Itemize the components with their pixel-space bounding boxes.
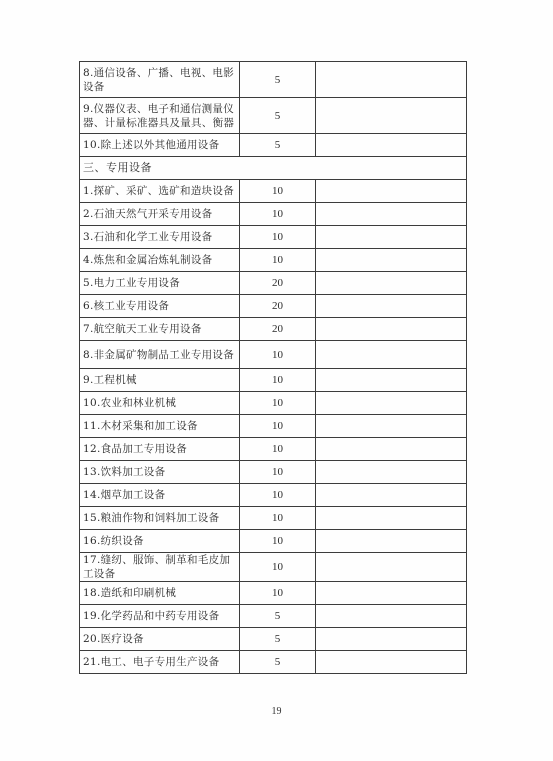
empty-cell (316, 180, 467, 203)
item-name: 13.饮料加工设备 (80, 461, 240, 484)
empty-cell (316, 651, 467, 674)
table-row (80, 438, 467, 461)
item-years: 20 (240, 295, 316, 318)
item-name: 9.工程机械 (80, 369, 240, 392)
empty-cell (316, 605, 467, 628)
table-row (80, 341, 467, 369)
item-years: 10 (240, 249, 316, 272)
empty-cell (316, 415, 467, 438)
empty-cell (316, 249, 467, 272)
page-number: 19 (271, 706, 282, 717)
table-row (80, 226, 467, 249)
item-years: 5 (240, 134, 316, 157)
item-years: 10 (240, 461, 316, 484)
item-name: 6.核工业专用设备 (80, 295, 240, 318)
item-name: 12.食品加工专用设备 (80, 438, 240, 461)
table-row (80, 605, 467, 628)
item-years: 10 (240, 226, 316, 249)
empty-cell (316, 530, 467, 553)
item-years: 10 (240, 341, 316, 369)
empty-cell (316, 318, 467, 341)
table-row (80, 461, 467, 484)
empty-cell (316, 484, 467, 507)
item-name: 15.粮油作物和饲料加工设备 (80, 507, 240, 530)
empty-cell (316, 582, 467, 605)
item-name: 5.电力工业专用设备 (80, 272, 240, 295)
item-years: 20 (240, 318, 316, 341)
empty-cell (316, 62, 467, 98)
item-name: 11.木材采集和加工设备 (80, 415, 240, 438)
item-years: 10 (240, 369, 316, 392)
empty-cell (316, 438, 467, 461)
item-years: 10 (240, 530, 316, 553)
empty-cell (316, 272, 467, 295)
table-row (80, 507, 467, 530)
empty-cell (316, 295, 467, 318)
table-row (80, 484, 467, 507)
item-name: 17.缝纫、服饰、制革和毛皮加工设备 (80, 553, 240, 582)
empty-cell (316, 392, 467, 415)
item-name: 7.航空航天工业专用设备 (80, 318, 240, 341)
item-years: 10 (240, 392, 316, 415)
item-years: 10 (240, 553, 316, 582)
empty-cell (316, 134, 467, 157)
item-name: 21.电工、电子专用生产设备 (80, 651, 240, 674)
table-row (80, 415, 467, 438)
table-row (80, 203, 467, 226)
empty-cell (316, 507, 467, 530)
item-years: 5 (240, 628, 316, 651)
item-years: 20 (240, 272, 316, 295)
item-name: 3.石油和化学工业专用设备 (80, 226, 240, 249)
item-years: 5 (240, 651, 316, 674)
depreciation-table (79, 61, 467, 674)
empty-cell (316, 628, 467, 651)
item-years: 5 (240, 98, 316, 134)
item-name: 16.纺织设备 (80, 530, 240, 553)
item-name: 4.炼焦和金属冶炼轧制设备 (80, 249, 240, 272)
item-name: 8.非金属矿物制品工业专用设备 (80, 341, 240, 369)
table-row (80, 553, 467, 582)
table-row (80, 249, 467, 272)
item-name: 18.造纸和印刷机械 (80, 582, 240, 605)
table-row (80, 628, 467, 651)
table-row (80, 134, 467, 157)
item-years: 10 (240, 203, 316, 226)
empty-cell (316, 553, 467, 582)
item-name: 10.除上述以外其他通用设备 (80, 134, 240, 157)
table-row (80, 651, 467, 674)
item-years: 10 (240, 180, 316, 203)
item-years: 10 (240, 438, 316, 461)
table-row (80, 318, 467, 341)
empty-cell (316, 226, 467, 249)
item-name: 19.化学药品和中药专用设备 (80, 605, 240, 628)
table-row (80, 369, 467, 392)
table-row (80, 180, 467, 203)
item-name: 14.烟草加工设备 (80, 484, 240, 507)
empty-cell (316, 461, 467, 484)
table-row (80, 582, 467, 605)
table-row (80, 98, 467, 134)
item-years: 10 (240, 415, 316, 438)
empty-cell (316, 203, 467, 226)
section-row (80, 157, 467, 180)
item-name: 1.探矿、采矿、选矿和造块设备 (80, 180, 240, 203)
item-years: 10 (240, 507, 316, 530)
table-row (80, 392, 467, 415)
empty-cell (316, 341, 467, 369)
empty-cell (316, 98, 467, 134)
table-row (80, 62, 467, 98)
item-years: 5 (240, 605, 316, 628)
item-name: 10.农业和林业机械 (80, 392, 240, 415)
item-name: 8.通信设备、广播、电视、电影设备 (80, 62, 240, 98)
empty-cell (316, 369, 467, 392)
item-years: 5 (240, 62, 316, 98)
item-years: 10 (240, 582, 316, 605)
item-name: 2.石油天然气开采专用设备 (80, 203, 240, 226)
table-row (80, 272, 467, 295)
table-row (80, 295, 467, 318)
item-name: 20.医疗设备 (80, 628, 240, 651)
section-heading: 三、专用设备 (80, 157, 467, 180)
item-name: 9.仪器仪表、电子和通信测量仪器、计量标准器具及量具、衡器 (80, 98, 240, 134)
table-row (80, 530, 467, 553)
item-years: 10 (240, 484, 316, 507)
